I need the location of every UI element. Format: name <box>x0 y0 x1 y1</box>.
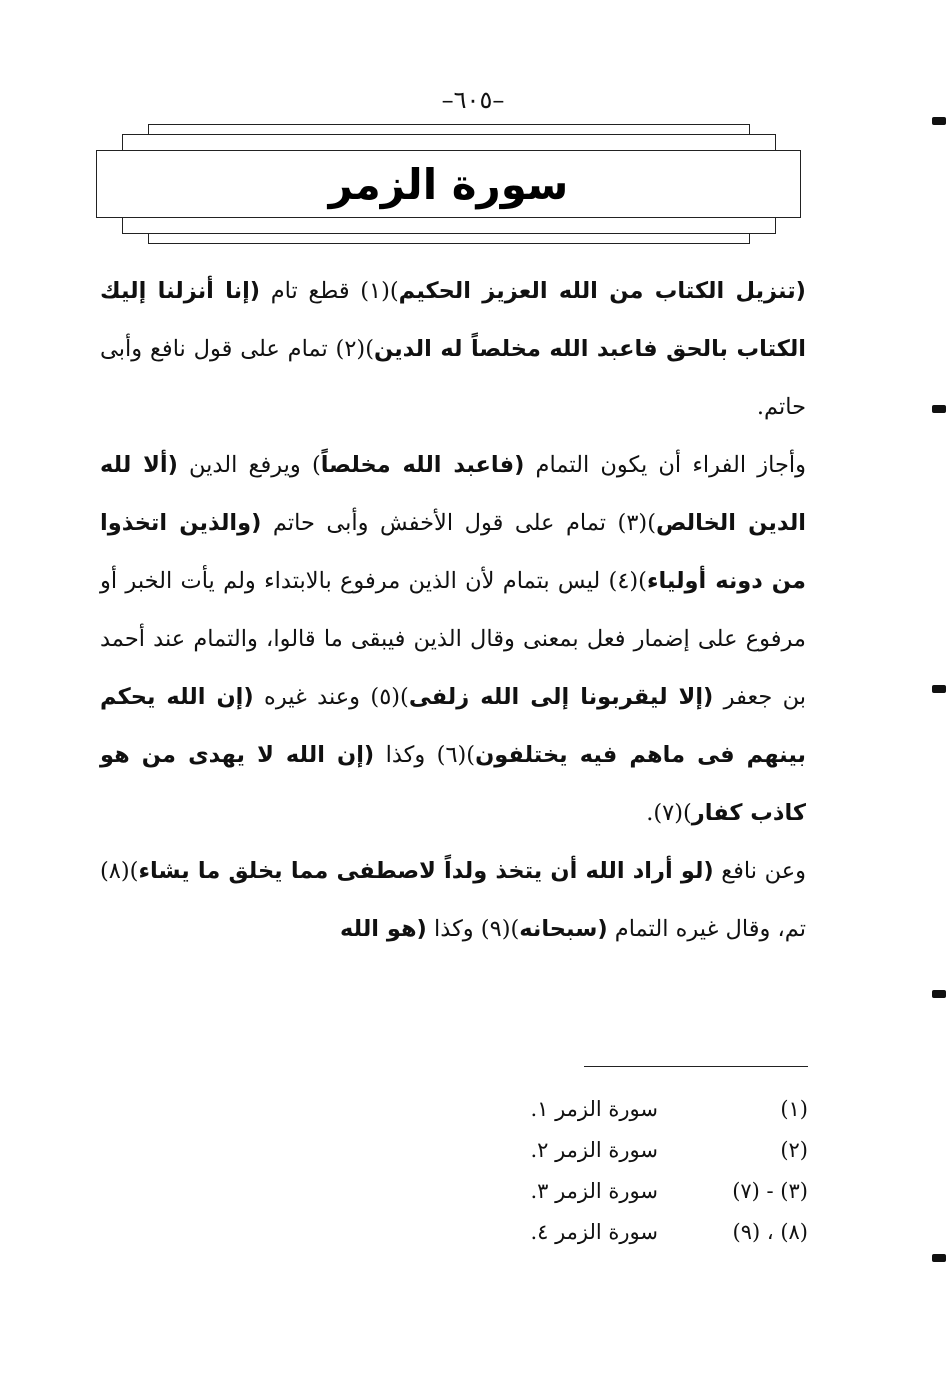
commentary-text: )(٦) وكذا <box>374 742 476 768</box>
quran-verse: (إلا ليقربونا إلى الله زلفى <box>408 684 714 710</box>
quran-verse: (لو أراد الله أن يتخذ ولداً لاصطفى مما يخلق ما يشاء <box>138 858 714 884</box>
surah-title: سورة الزمر <box>328 159 569 209</box>
commentary-text: )(٢) تمام على قول نافع وأبى حاتم. <box>100 336 806 420</box>
paragraph <box>100 842 806 958</box>
quran-verse: (تنزيل الكتاب من الله العزيز الحكيم <box>398 278 806 304</box>
quran-verse: (سبحانه <box>519 916 608 942</box>
frame-inner <box>96 150 801 218</box>
paragraph <box>100 436 806 842</box>
scan-margin-mark <box>932 405 946 413</box>
footnote-item <box>480 1211 808 1252</box>
scan-margin-mark <box>932 990 946 998</box>
footnote-separator <box>584 1066 808 1067</box>
quran-verse: (ألا لله الدين الخالص <box>100 452 806 536</box>
footnotes <box>480 1088 808 1252</box>
footnote-text: سورة الزمر ٤. <box>530 1219 658 1244</box>
footnote-item <box>480 1170 808 1211</box>
quran-verse: (إن الله يحكم بينهم فى ماهم فيه يختلفون <box>100 684 806 768</box>
commentary-text: )(٥) وعند غيره <box>253 684 409 710</box>
footnote-ref: (٣) - (٧) <box>732 1178 808 1203</box>
quran-verse: (إن الله لا يهدى من هو كاذب كفار <box>100 742 806 826</box>
commentary-text: )(٤) ليس بتمام لأن الذين مرفوع بالابتداء ولم يأت الخبر أو مرفوع على إضمار فعل بمعنى وقال الذين فيبقى ما قالوا، والتمام عند أحمد بن جعفر <box>100 568 806 710</box>
scan-margin-mark <box>932 1254 946 1262</box>
page-number: –٦٠٥– <box>441 86 505 114</box>
footnote-text: سورة الزمر ٢. <box>530 1137 658 1162</box>
scan-margin-mark <box>932 117 946 125</box>
commentary-text: )(٨) تم، وقال غيره التمام <box>100 858 806 942</box>
commentary-text: )(٣) تمام على قول الأخفش وأبى حاتم <box>261 510 656 536</box>
title-frame <box>96 124 802 246</box>
commentary-text: )(١) قطع تام <box>260 278 399 304</box>
quran-verse: (والذين اتخذوا من دونه أولياء <box>100 510 806 594</box>
commentary-text: )(٩) وكذا <box>426 916 520 942</box>
commentary-text: وأجاز الفراء أن يكون التمام <box>524 452 806 478</box>
quran-verse: (إنا أنزلنا إليك الكتاب بالحق فاعبد الله مخلصاً له الدين <box>100 278 807 362</box>
quran-verse: (فاعبد الله مخلصاً <box>320 452 525 478</box>
commentary-text: وعن نافع <box>713 858 806 884</box>
scan-margin-mark <box>932 685 946 693</box>
footnote-text: سورة الزمر ١. <box>530 1096 658 1121</box>
footnote-ref: (٢) <box>780 1137 808 1162</box>
footnote-ref: (١) <box>780 1096 808 1121</box>
body-text <box>100 262 806 958</box>
commentary-text: ) ويرفع الدين <box>177 452 321 478</box>
footnote-item <box>480 1129 808 1170</box>
paragraph <box>100 262 806 436</box>
footnote-item <box>480 1088 808 1129</box>
commentary-text: )(٧). <box>646 800 692 826</box>
footnote-text: سورة الزمر ٣. <box>530 1178 658 1203</box>
quran-verse: (هو الله <box>340 916 427 942</box>
footnote-ref: (٨) ، (٩) <box>732 1219 808 1244</box>
